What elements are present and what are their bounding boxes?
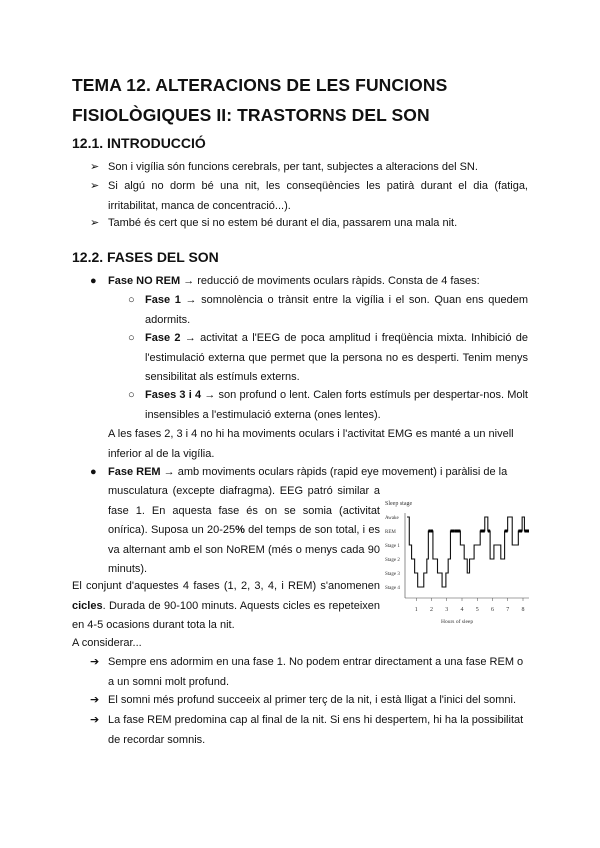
- phase-label: Fase 2: [145, 332, 181, 344]
- y-axis-label: Stage 3: [385, 572, 400, 577]
- y-axis-label: REM: [385, 530, 396, 535]
- x-tick-label: 6: [491, 607, 494, 613]
- y-axis-label: Stage 4: [385, 586, 400, 591]
- phase-item: [145, 329, 528, 388]
- cycles-text-end: . Durada de 90-100 minuts. Aquests cicles es repeteixen en 4-5 ocasions durant tota la nit.: [72, 599, 380, 631]
- x-axis-title: Hours of sleep: [441, 619, 474, 625]
- intro-bullet: Son i vigília són funcions cerebrals, per tant, subjectes a alteracions del SN.: [108, 161, 478, 173]
- x-tick-label: 7: [506, 607, 510, 613]
- cycles-text: El conjunt d'aquestes 4 fases (1, 2, 3, 4, i REM) s'anomenen: [72, 580, 380, 592]
- hypnogram-chart: [383, 495, 533, 630]
- rem-text: → amb moviments oculars ràpids (rapid eye movement) i paràlisi de la: [163, 466, 508, 478]
- section-heading-introduccio: 12.1. INTRODUCCIÓ: [72, 135, 206, 151]
- phase-text: → son profund o lent. Calen forts estímuls per despertar-nos. Molt insensibles a l'estimulació externa (ones lentes).: [145, 389, 528, 421]
- arrow-right-icon: ➔: [90, 694, 100, 706]
- intro-bullet: També és cert que si no estem bé durant el dia, passarem una mala nit.: [108, 217, 458, 229]
- x-tick-label: 4: [460, 607, 464, 613]
- norem-item: [108, 272, 533, 292]
- section-heading-fases: 12.2. FASES DEL SON: [72, 249, 219, 265]
- x-tick-label: 1: [414, 607, 418, 613]
- arrow-right-icon: ➔: [90, 714, 100, 726]
- phase-text: → somnolència o trànsit entre la vigília i el son. Quan ens quedem adormits.: [145, 294, 529, 326]
- norem-note: A les fases 2, 3 i 4 no hi ha moviments oculars i l'activitat EMG es manté a un nivell inferior al de la vigília.: [108, 428, 514, 460]
- consider-item: Sempre ens adormim en una fase 1. No podem entrar directament a una fase REM o a un somni molt profund.: [108, 656, 524, 688]
- rem-label: Fase REM: [108, 466, 161, 478]
- rem-item-line1: [108, 463, 533, 483]
- circle-bullet-icon: ○: [128, 332, 135, 344]
- phase-label: Fases 3 i 4: [145, 389, 202, 401]
- intro-bullet: Si algú no dorm bé una nit, les conseqüències les patirà durant el dia (fatiga, irritabilitat, manca de concentració...).: [108, 180, 528, 212]
- chart-title: Sleep stage: [385, 501, 413, 507]
- disc-bullet-icon: ●: [90, 275, 97, 287]
- phase-text: → activitat a l'EEG de poca amplitud i freqüència mixta. Inhibició de l'estimulació externa que permet que la persona no es desperti. Tenim menys sensibilitat als estímuls externs.: [145, 332, 528, 383]
- consider-item: La fase REM predomina cap al final de la nit. Si ens hi despertem, hi ha la possibilitat de recordar somnis.: [108, 714, 524, 746]
- cycles-paragraph: [72, 577, 380, 636]
- consider-heading: A considerar...: [72, 637, 142, 649]
- y-axis-label: Awake: [385, 516, 399, 521]
- hypnogram-line: [407, 517, 529, 587]
- arrow-bullet-icon: ➢: [90, 217, 100, 229]
- x-tick-label: 5: [475, 607, 479, 613]
- norem-label: Fase NO REM: [108, 275, 181, 287]
- x-tick-label: 8: [521, 607, 525, 613]
- phase-item: [145, 291, 528, 330]
- disc-bullet-icon: ●: [90, 466, 97, 478]
- norem-text: → reducció de moviments oculars ràpids. Consta de 4 fases:: [183, 275, 480, 287]
- rem-item-body: [108, 482, 380, 580]
- arrow-bullet-icon: ➢: [90, 161, 100, 173]
- arrow-right-icon: ➔: [90, 656, 100, 668]
- rem-body-text-end: del temps de son total, i es va alternant amb el son NoREM (més o menys cada 90 minuts).: [108, 524, 380, 575]
- circle-bullet-icon: ○: [128, 389, 135, 401]
- rem-body-text: musculatura (excepte diafragma). EEG patró similar a fase 1. En aquesta fase és on se somia (activitat onírica). Suposa un 20-25: [108, 485, 380, 536]
- x-tick-label: 3: [445, 607, 449, 613]
- arrow-bullet-icon: ➢: [90, 180, 100, 192]
- consider-item: El somni més profund succeeix al primer terç de la nit, i està lligat a l'inici del somni.: [108, 694, 517, 706]
- y-axis-label: Stage 2: [385, 558, 400, 563]
- circle-bullet-icon: ○: [128, 294, 135, 306]
- rem-percent: %: [235, 524, 245, 536]
- x-tick-label: 2: [430, 607, 433, 613]
- phase-item: [145, 386, 528, 425]
- phase-label: Fase 1: [145, 294, 181, 306]
- y-axis-label: Stage 1: [385, 544, 400, 549]
- page-title: TEMA 12. ALTERACIONS DE LES FUNCIONS FISIOLÒGIQUES II: TRASTORNS DEL SON: [72, 75, 448, 125]
- cycles-bold: cicles: [72, 599, 103, 612]
